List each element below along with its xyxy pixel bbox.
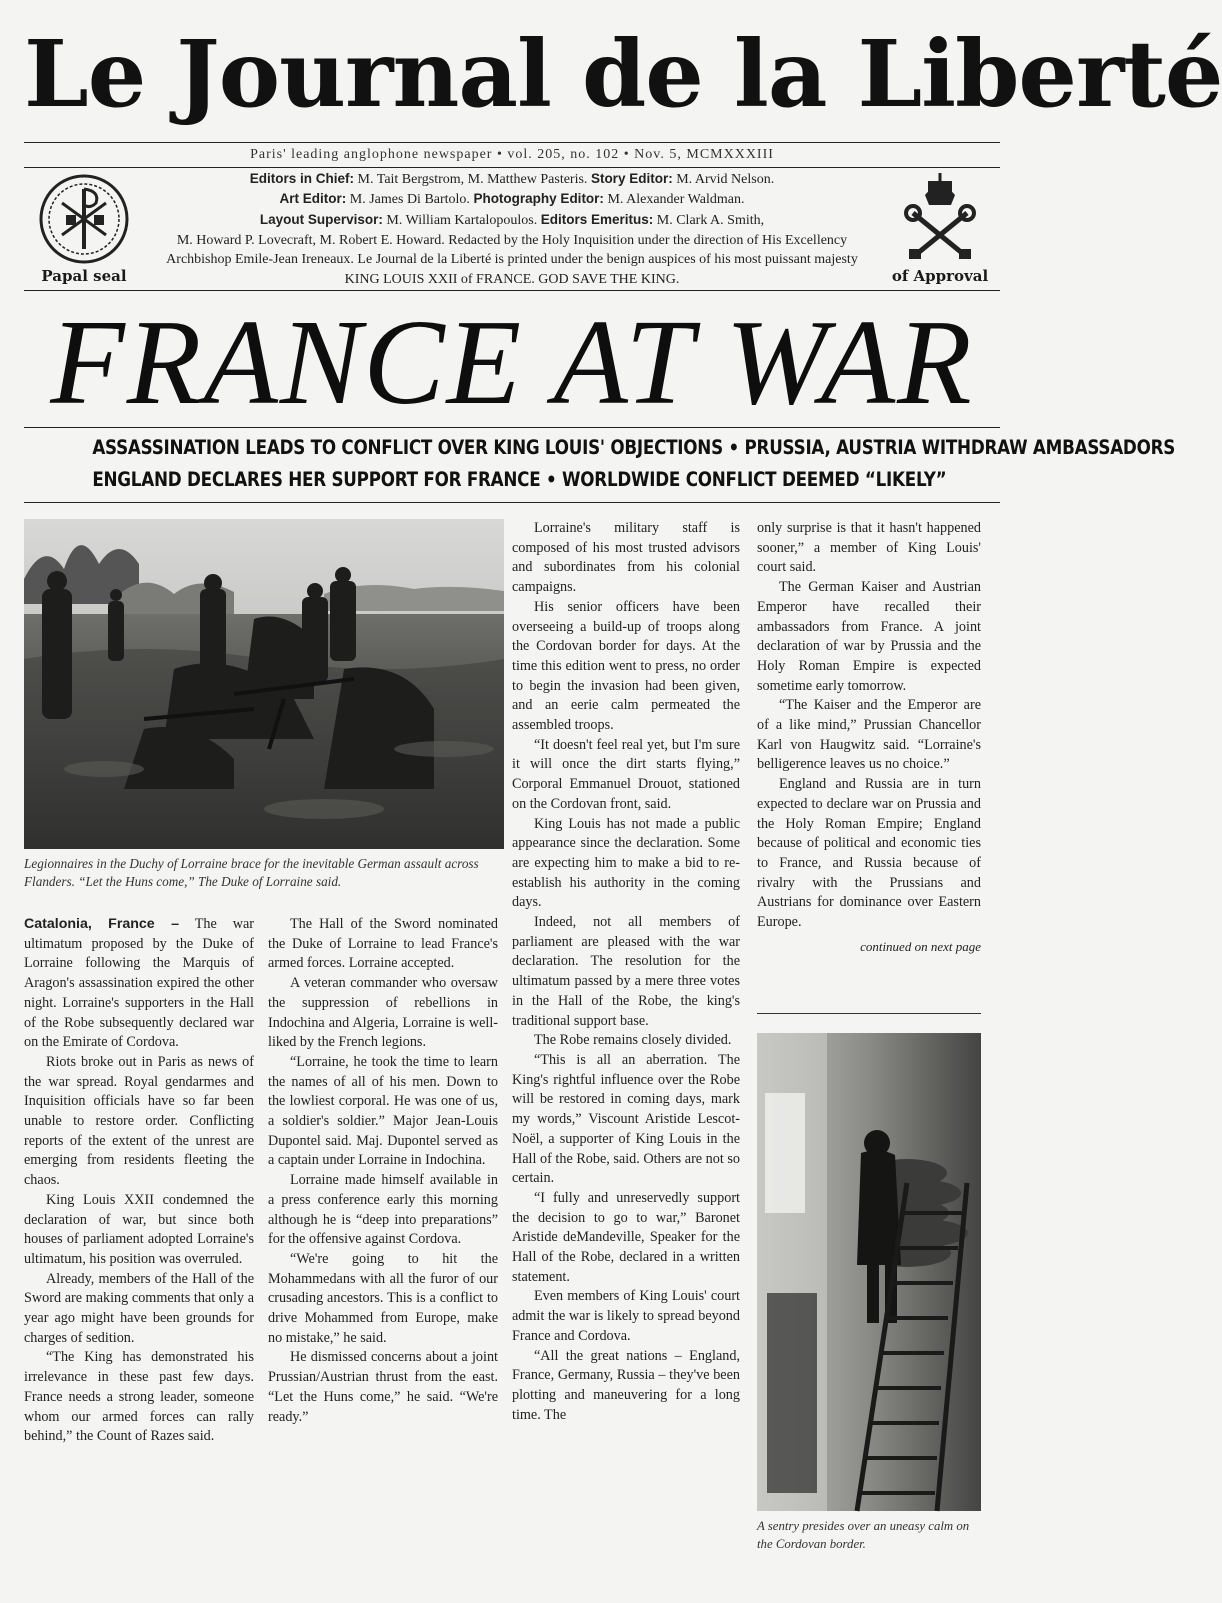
paragraph: His senior officers have been overseeing a build-up of troops along the Cordovan border for days. At the time this edition went to press, no order to begin the invasion had been given, and an eerie calm permeated the assembled troops. (512, 598, 740, 734)
paragraph: The Robe remains closely divided. (534, 1032, 732, 1049)
article-column-1 (24, 915, 254, 1447)
paragraph: only surprise is that it hasn't happened sooner,” a member of King Louis' court said. (757, 520, 981, 576)
paragraph: A veteran commander who oversaw the suppression of rebellions in Indochina and Algeria, Lorraine is well-liked by the French legions. (268, 975, 498, 1051)
paragraph: “We're going to hit the Mohammedans with all the furor of our crusading ancestors. This is a conflict to drive Mohammed from Europe, make no mistake,” he said. (268, 1250, 498, 1346)
lead-photo-caption: Legionnaires in the Duchy of Lorraine brace for the inevitable German assault across Flanders. “Let the Huns come,” The Duke of Lorraine said. (24, 856, 479, 889)
paragraph: Indeed, not all members of parliament are pleased with the war declaration. The resolution for the ultimatum passed by a mere three votes in the Hall of the Robe, the king's traditional support base. (512, 914, 740, 1029)
approval-seal (880, 173, 1000, 285)
credit-label: Editors in Chief: (249, 170, 355, 186)
paragraph: Already, members of the Hall of the Sword are making comments that only a year ago might have been grounds for charges of sedition. (24, 1270, 254, 1346)
sentry-photo (757, 1033, 981, 1511)
paragraph: Riots broke out in Paris as news of the war spread. Royal gendarmes and Inquisition officials have so far been unable to restore order. Conflicting reports of the extent of the unrest are emerging from residents fleeting the chaos. (24, 1053, 254, 1189)
credit-value: M. Clark A. Smith, (653, 212, 765, 228)
article-dateline: Catalonia, France – (24, 916, 179, 932)
paragraph: “All the great nations – England, France, Germany, Russia – they've been plotting and maneuvering for a long time. The (512, 1347, 740, 1423)
credit-label: Layout Supervisor: (259, 211, 383, 227)
credit-label: Photography Editor: (473, 191, 604, 207)
deck-line: ENGLAND DECLARES HER SUPPORT FOR FRANCE • WORLDWIDE CONFLICT DEEMED “LIKELY” (92, 468, 947, 491)
article-body (24, 503, 1000, 1573)
masthead-title: Le Journal de la Liberté (24, 20, 1222, 128)
subheadline-deck (92, 428, 1176, 502)
paragraph: The war ultimatum proposed by the Duke of Lorraine following the Marquis of Aragon's assassination expired the other night. Lorraine's supporters in the Hall of the Robe subsequently declared war on the Emirate of Cordova. (24, 916, 254, 1051)
credit-label: Editors Emeritus: (540, 211, 654, 227)
paragraph: “I fully and unreservedly support the decision to go to war,” Baronet Aristide deMandeville, Speaker for the Hall of the Robe, declared in a written statement. (512, 1189, 740, 1285)
paragraph: “This is all an aberration. The King's rightful influence over the Robe will be restored in coming days, mark my words,” Viscount Aristide Lescot-Noël, a supporter of King Louis in the Hall of the Robe, said. Others are not so certain. (512, 1051, 740, 1187)
paragraph: England and Russia are in turn expected to declare war on Prussia and the Holy Roman Empire; England because of political and economic ties to France, and Russia because of rivalry with the Prussians and Austrians for dominance over Eastern Europe. (757, 776, 981, 931)
papal-seal (24, 173, 144, 285)
paragraph: “The Kaiser and the Emperor are of a like mind,” Prussian Chancellor Karl von Haugwitz said. “Lorraine's belligerence leaves us no choice.” (757, 697, 981, 773)
credit-value: M. Alexander Waldman. (603, 192, 745, 208)
paragraph: King Louis has not made a public appearance since the declaration. Some are expecting him to make a bid to re-establish his authority in the coming days. (512, 815, 740, 911)
credit-value: M. Tait Bergstrom, M. Matthew Pasteris. (354, 171, 591, 187)
paragraph: “It doesn't feel real yet, but I'm sure it will once the dirt starts flying,” Corporal Emmanuel Drouot, stationed on the Cordovan front, said. (512, 736, 740, 812)
paragraph: Lorraine made himself available in a press conference early this morning although he is “deep into preparations” for the offensive against Cordova. (268, 1172, 498, 1248)
credit-value: M. Arvid Nelson. (672, 171, 775, 187)
paragraph: Even members of King Louis' court admit the war is likely to spread beyond France and Cordova. (512, 1288, 740, 1344)
legionnaires-photo (24, 519, 504, 849)
approval-seal-caption: of Approval (891, 267, 989, 285)
credit-rest: M. Howard P. Lovecraft, M. Robert E. Howard. Redacted by the Holy Inquisition under the direction of His Excellency Archbishop Emile-Jean Ireneaux. Le Journal de la Liberté is printed under the benign auspices of his most puissant majesty KING LOUIS XXII of FRANCE. GOD SAVE THE KING. (166, 232, 858, 287)
issue-subline: Paris' leading anglophone newspaper • vol. 205, no. 102 • Nov. 5, MCMXXXIII (250, 147, 774, 162)
credits-block (24, 168, 1000, 290)
article-column-3 (512, 519, 740, 1425)
paragraph: The Hall of the Sword nominated the Duke of Lorraine to lead France's armed forces. Lorraine accepted. (268, 916, 498, 972)
papal-seal-caption: Papal seal (41, 267, 127, 285)
credit-label: Art Editor: (279, 191, 347, 207)
credits-rule (24, 290, 1000, 291)
paragraph: “The King has demonstrated his irrelevance in these past few days. France needs a strong leader, someone whom our armed forces can rally behind,” the Count of Razes said. (24, 1349, 254, 1445)
papal-seal-icon (36, 173, 132, 265)
main-headline: FRANCE AT WAR (50, 295, 974, 430)
article-column-2 (268, 915, 498, 1427)
credit-value: M. William Kartalopoulos. (382, 212, 541, 228)
paragraph: He dismissed concerns about a joint Prussian/Austrian thrust from the east. “Let the Huns come,” he said. “We're ready.” (268, 1349, 498, 1425)
sentry-photo-caption: A sentry presides over an uneasy calm on the Cordovan border. (757, 1519, 970, 1551)
column-4-rule (757, 1013, 981, 1014)
credit-value: M. James Di Bartolo. (346, 192, 474, 208)
article-column-4 (757, 519, 981, 956)
paragraph: Lorraine's military staff is composed of his most trusted advisors and subordinates from his colonial campaigns. (512, 520, 740, 596)
credit-label: Story Editor: (590, 170, 673, 186)
continued-note: continued on next page (860, 938, 981, 954)
staff-credits (144, 169, 880, 290)
paragraph: King Louis XXII condemned the declaration of war, but since both houses of parliament adopted Lorraine's ultimatum, his position was overruled. (24, 1191, 254, 1267)
paragraph: The German Kaiser and Austrian Emperor have recalled their ambassadors from France. A joint declaration of war by Prussia and the Holy Roman Empire is expected sometime early tomorrow. (757, 579, 981, 694)
papal-keys-icon (895, 173, 985, 265)
paragraph: “Lorraine, he took the time to learn the names of all of his men. Down to the lowliest corporal. He was one of us, a soldier's soldier.” Major Jean-Louis Dupontel said. Maj. Dupontel served as a captain under Lorraine in Indochina. (268, 1053, 498, 1169)
deck-line: ASSASSINATION LEADS TO CONFLICT OVER KING LOUIS' OBJECTIONS • PRUSSIA, AUSTRIA WITHDRAW AMBASSADORS (92, 436, 1176, 459)
